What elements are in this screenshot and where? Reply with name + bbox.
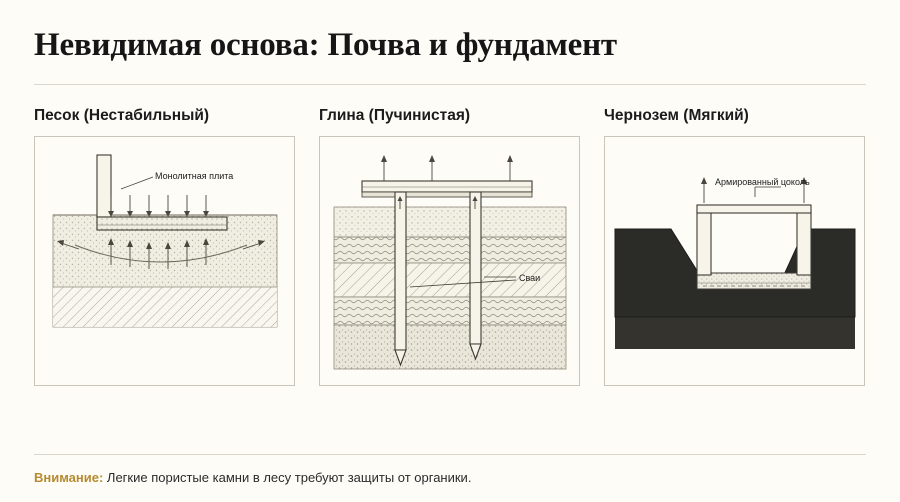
caption-sand: Монолитная плита <box>155 170 234 181</box>
page-title: Невидимая основа: Почва и фундамент <box>34 27 617 63</box>
caption-clay: Сваи <box>519 272 541 283</box>
column-heading-sand: Песок (Нестабильный) <box>34 106 210 124</box>
footer-label: Внимание: <box>34 470 104 485</box>
footer-note <box>34 455 866 485</box>
footer-body: Легкие пористые камни в лесу требуют защиты от органики. <box>103 470 472 485</box>
sand-monolithic-slab-diagram <box>35 137 294 385</box>
title-divider <box>34 84 866 85</box>
column-sand <box>34 107 295 386</box>
chernozem-reinforced-plinth-diagram <box>605 137 864 385</box>
column-heading-chernozem: Чернозем (Мягкий) <box>604 106 749 124</box>
panel-sand <box>34 136 295 386</box>
diagram-columns <box>34 107 866 386</box>
column-chernozem <box>604 107 865 386</box>
clay-piles-diagram <box>320 137 579 385</box>
column-heading-clay: Глина (Пучинистая) <box>319 106 471 124</box>
panel-chernozem <box>604 136 865 386</box>
footer <box>34 454 866 502</box>
panel-clay <box>319 136 580 386</box>
caption-chernozem: Армированный цоколь <box>715 176 810 187</box>
column-clay <box>319 107 580 386</box>
